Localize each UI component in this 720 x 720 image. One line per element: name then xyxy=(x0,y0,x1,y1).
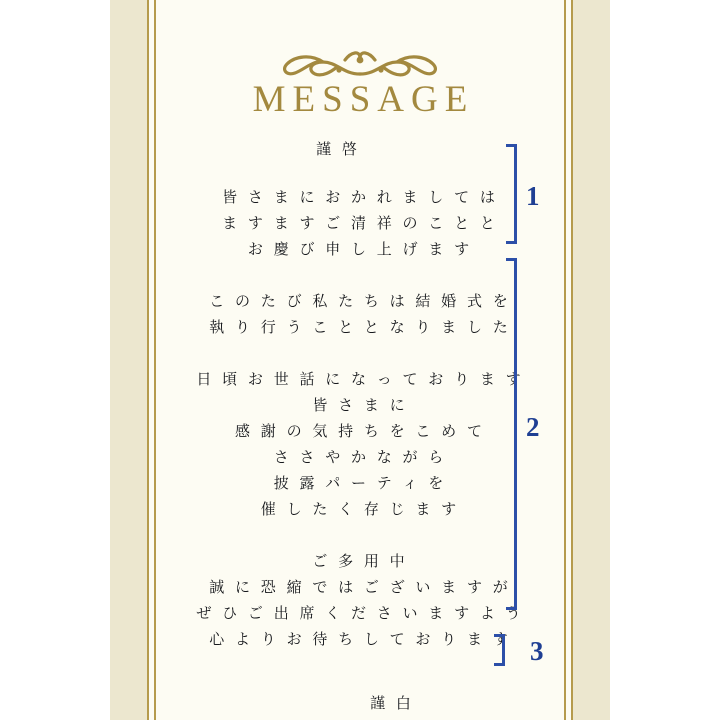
invitation-card xyxy=(110,0,610,720)
block2-p2-line5: 披 露 パ ー テ ィ を xyxy=(273,474,447,492)
right-gold-rule-inner xyxy=(564,0,566,720)
annotation-number-1: 1 xyxy=(526,181,540,211)
salutation-text: 謹 啓 xyxy=(316,140,360,158)
message-body xyxy=(156,136,564,716)
left-border-band xyxy=(110,0,148,720)
block2-p1-line2: 執 り 行 う こ と と な り ま し た xyxy=(209,318,511,336)
spacer xyxy=(156,340,564,366)
block2-p1-line1: こ の た び 私 た ち は 結 婚 式 を xyxy=(209,292,511,310)
block2-p2-line3: 感 謝 の 気 持 ち を こ め て xyxy=(235,422,485,440)
block1-line1: 皆 さ ま に お か れ ま し て は xyxy=(222,188,498,206)
block2-p2-line6: 催 し た く 存 じ ま す xyxy=(260,500,460,518)
annotation-bracket-3 xyxy=(494,634,505,666)
spacer xyxy=(156,262,564,288)
right-border-band xyxy=(572,0,610,720)
card-title: MESSAGE xyxy=(252,79,475,120)
annotation-bracket-1 xyxy=(506,144,517,244)
spacer xyxy=(156,678,564,690)
closing-text: 謹 白 xyxy=(370,694,414,712)
left-gold-rule-outer xyxy=(147,0,149,720)
annotation-bracket-2 xyxy=(506,258,517,610)
spacer xyxy=(156,522,564,548)
annotation-number-2: 2 xyxy=(526,412,540,442)
block1-line2: ま す ま す ご 清 祥 の こ と と xyxy=(222,214,498,232)
block2-p3-line1: ご 多 用 中 xyxy=(312,552,408,570)
block2-p3-line2: 誠 に 恐 縮 で は ご ざ い ま す が xyxy=(209,578,511,596)
spacer xyxy=(156,162,564,184)
floral-ornament-icon xyxy=(265,40,455,82)
block2-p3-line4: 心 よ り お 待 ち し て お り ま す xyxy=(209,630,511,648)
card-inner-area xyxy=(156,0,564,720)
block2-p2-line2: 皆 さ ま に xyxy=(312,396,408,414)
block2-p2-line4: さ さ や か な が ら xyxy=(273,448,447,466)
block2-p3-line3: ぜ ひ ご 出 席 く だ さ い ま す よ う xyxy=(196,604,524,622)
block1-line3: お 慶 び 申 し 上 げ ま す xyxy=(247,240,473,258)
block2-p2-line1: 日 頃 お 世 話 に な っ て お り ま す xyxy=(196,370,524,388)
annotation-number-3: 3 xyxy=(530,636,544,666)
right-gold-rule-outer xyxy=(571,0,573,720)
